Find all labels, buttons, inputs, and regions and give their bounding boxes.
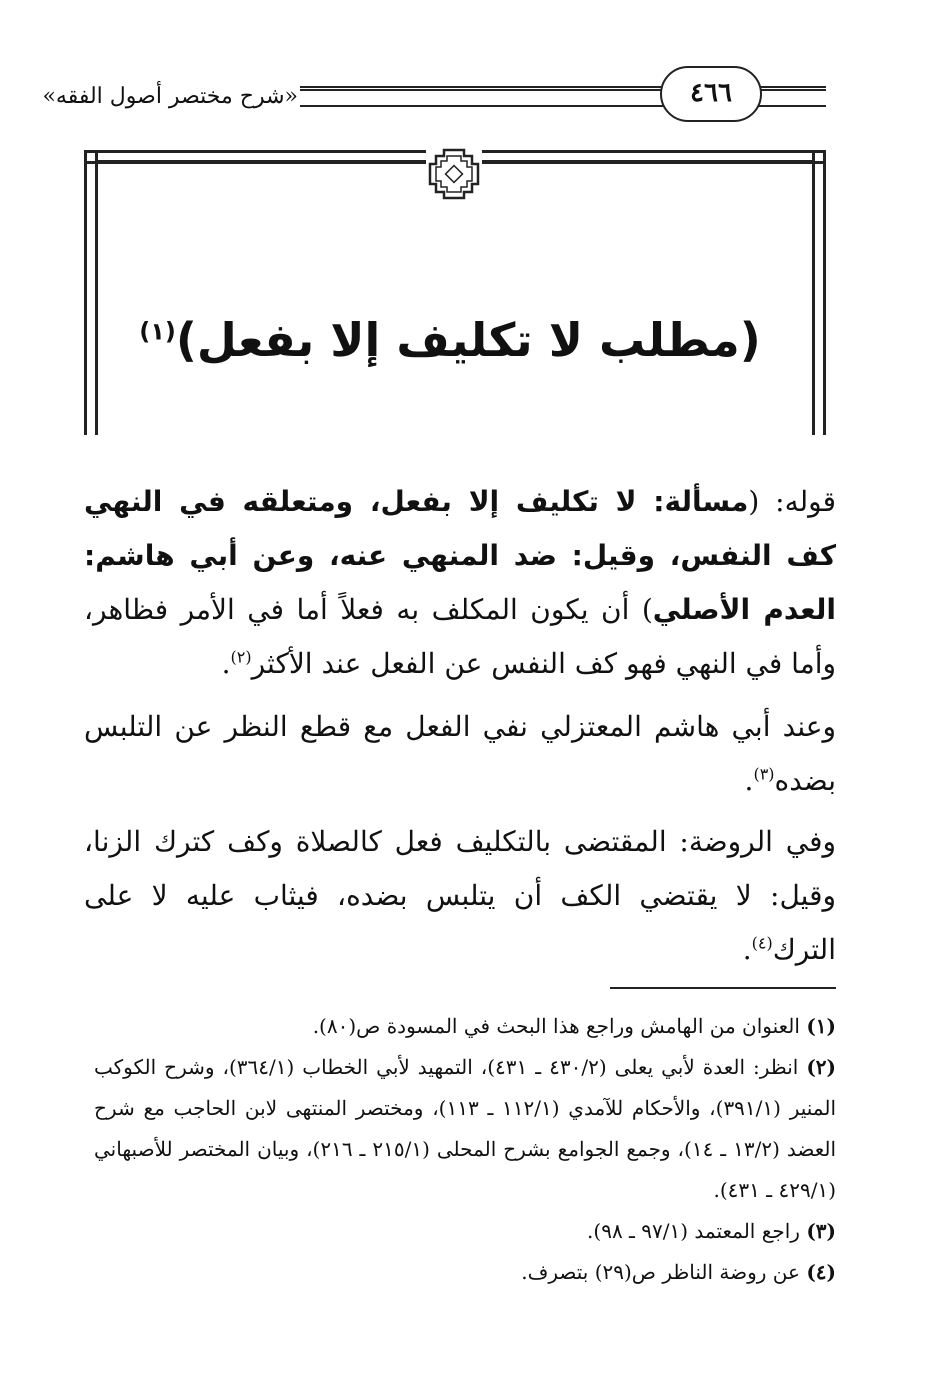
header-rule-right [752, 86, 826, 107]
page-number: ٤٦٦ [660, 66, 762, 122]
title-frame-right-border [812, 150, 826, 435]
running-header-book-title: «شرح مختصر أصول الفقه» [42, 84, 298, 109]
footnote-3 [94, 1211, 836, 1252]
footnote-text: انظر: العدة لأبي يعلى (٤٣٠/٢ ـ ٤٣١)، التمهيد لأبي الخطاب (٣٦٤/١)، وشرح الكوكب المنير (٣٩١/١)، والأحكام للآمدي (١١٢/١ ـ ١١٣)، ومختصر المنتهى لابن الحاجب مع شرح العضد (١٣/٢ ـ ١٤)، وجمع الجوامع بشرح المحلى (٢١٥/١ ـ ٢١٦)، وبيان المختصر للأصبهاني (٤٢٩/١ ـ ٤٣١). [94, 1055, 837, 1202]
footnote-text: راجع المعتمد (٩٧/١ ـ ٩٨). [587, 1219, 807, 1243]
footnotes [94, 1006, 836, 1293]
paragraph-2 [84, 700, 836, 808]
p3-end: . [742, 933, 752, 966]
p2-footnote-ref: (٣) [753, 764, 775, 784]
footnote-1 [94, 1006, 836, 1047]
title-frame-left-border [84, 150, 98, 435]
paragraph-1 [84, 475, 836, 691]
p2-end: . [744, 764, 754, 797]
p3-text: وفي الروضة: المقتضى بالتكليف فعل كالصلاة وكف كترك الزنا، وقيل: لا يقتضي الكف أن يتلبس بضده، فيثاب عليه لا على الترك [84, 825, 836, 966]
footnote-number: (١) [806, 1014, 836, 1038]
p3-footnote-ref: (٤) [751, 933, 773, 953]
paragraph-3 [84, 815, 836, 977]
footnote-number: (٣) [806, 1219, 836, 1243]
star-ornament-icon [426, 146, 482, 202]
footnote-2 [94, 1047, 836, 1211]
header-rule-left [300, 86, 668, 107]
footnote-number: (٤) [806, 1260, 836, 1284]
p2-text: وعند أبي هاشم المعتزلي نفي الفعل مع قطع النظر عن التلبس بضده [84, 710, 836, 797]
footnote-4 [94, 1252, 836, 1293]
p1-end: . [221, 647, 231, 680]
footnote-number: (٢) [806, 1055, 836, 1079]
p1-quoted-matn: مسألة: لا تكليف إلا بفعل، ومتعلقه في النهي كف النفس، وقيل: ضد المنهي عنه، وعن أبي هاشم: العدم الأصلي [84, 485, 836, 626]
p1-commentary: أن يكون المكلف به فعلاً أما في الأمر فظاهر، وأما في النهي فهو كف النفس عن الفعل عند الأكثر [84, 593, 836, 680]
chapter-title-note-ref: (١) [139, 317, 176, 346]
footnote-separator [610, 987, 836, 989]
footnote-text: عن روضة الناظر ص(٢٩) بتصرف. [521, 1260, 807, 1284]
footnote-text: العنوان من الهامش وراجع هذا البحث في المسودة ص(٨٠). [312, 1014, 807, 1038]
chapter-title-text: (مطلب لا تكليف إلا بفعل) [175, 313, 761, 367]
chapter-title [100, 305, 800, 375]
p1-intro: قوله: ( [748, 485, 836, 518]
p1-close-paren: ) [641, 593, 653, 626]
p1-footnote-ref: (٢) [230, 647, 252, 667]
